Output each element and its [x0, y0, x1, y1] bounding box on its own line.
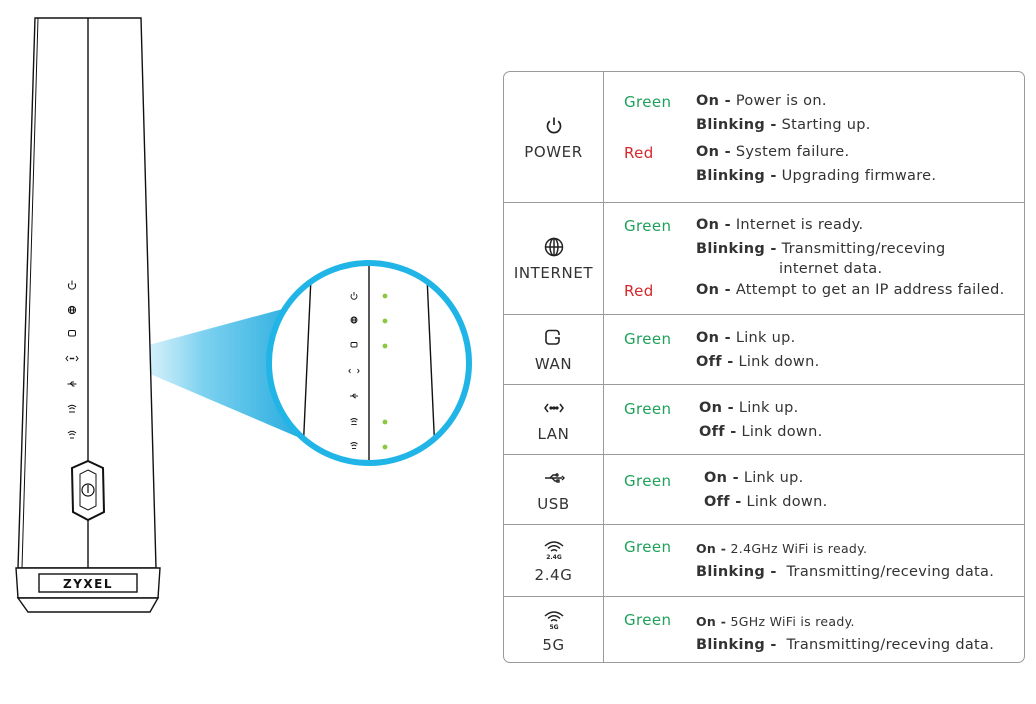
lan-icon	[542, 396, 566, 420]
state-label: Blinking -	[696, 241, 777, 257]
state-text: Link down.	[738, 354, 820, 370]
state-label: On -	[696, 330, 731, 346]
power-icon	[542, 114, 566, 138]
led-dot-power	[383, 294, 388, 299]
svg-text:2.4G: 2.4G	[545, 554, 562, 561]
state-text: 5GHz WiFi is ready.	[730, 614, 855, 629]
state-label: On -	[704, 470, 739, 486]
state-text: Link down.	[746, 494, 828, 510]
state-text: 2.4GHz WiFi is ready.	[730, 541, 868, 556]
color-label: Green	[624, 472, 672, 490]
row-name: 2.4G	[534, 566, 573, 584]
desc-line	[696, 93, 827, 109]
state-text: Link down.	[741, 424, 823, 440]
desc-line	[699, 400, 799, 416]
desc-line	[699, 424, 822, 440]
row-name: LAN	[537, 425, 570, 443]
state-label: Blinking -	[696, 168, 777, 184]
color-label: Green	[624, 330, 672, 348]
row-label-power	[504, 72, 604, 202]
state-label: Off -	[696, 354, 734, 370]
state-text: Starting up.	[781, 117, 871, 133]
table-row-lan	[504, 385, 1024, 455]
state-text: Link up.	[735, 330, 796, 346]
router-illustration	[0, 0, 500, 704]
state-text: Upgrading firmware.	[781, 168, 937, 184]
led-dot-internet	[383, 319, 388, 324]
state-text: Transmitting/receving data.	[786, 637, 995, 653]
desc-line	[696, 637, 994, 653]
table-row-5g	[504, 597, 1024, 663]
row-name: INTERNET	[513, 264, 594, 282]
state-text: Attempt to get an IP address failed.	[735, 282, 1005, 298]
led-dot-5g	[383, 445, 388, 450]
state-text: Power is on.	[735, 93, 827, 109]
state-text: Transmitting/receving	[781, 241, 946, 257]
desc-line	[696, 541, 867, 556]
desc-line	[696, 241, 946, 257]
state-label: On -	[696, 217, 731, 233]
state-label: Blinking -	[696, 564, 777, 580]
desc-line	[696, 282, 1004, 298]
color-label: Green	[624, 538, 672, 556]
table-row-internet	[504, 203, 1024, 315]
color-label: Green	[624, 217, 672, 235]
led-dot-wan	[383, 344, 388, 349]
table-row-2g	[504, 525, 1024, 597]
color-label: Green	[624, 400, 672, 418]
svg-text:5G: 5G	[548, 624, 559, 631]
zoom-magnifier	[269, 255, 469, 475]
row-name: POWER	[524, 142, 583, 161]
led-description-table	[503, 71, 1025, 663]
row-label-5g	[504, 597, 604, 663]
state-label: On -	[696, 282, 731, 298]
desc-line	[696, 564, 994, 580]
state-text: Internet is ready.	[735, 217, 864, 233]
desc-line	[696, 614, 855, 629]
desc-line	[696, 144, 849, 160]
wan-icon	[542, 326, 566, 350]
desc-line	[704, 470, 804, 486]
router-body	[16, 18, 160, 612]
led-dot-2g	[383, 420, 388, 425]
row-label-2g	[504, 525, 604, 596]
state-label: Off -	[704, 494, 742, 510]
row-label-internet	[504, 203, 604, 314]
desc-line	[704, 494, 827, 510]
color-label: Green	[624, 93, 672, 111]
state-text: Link up.	[738, 400, 799, 416]
row-name: 5G	[542, 636, 565, 654]
desc-line	[696, 217, 863, 233]
state-label: Blinking -	[696, 637, 777, 653]
color-label: Green	[624, 611, 672, 629]
desc-line	[779, 261, 882, 277]
wps-button	[72, 461, 104, 520]
state-label: On -	[696, 541, 727, 556]
state-label: Blinking -	[696, 117, 777, 133]
state-label: On -	[696, 614, 727, 629]
row-name: WAN	[534, 355, 573, 373]
row-label-wan	[504, 315, 604, 384]
desc-line	[696, 168, 936, 184]
row-label-lan	[504, 385, 604, 454]
usb-icon	[542, 466, 566, 490]
state-text: System failure.	[735, 144, 850, 160]
state-label: On -	[696, 144, 731, 160]
desc-line	[696, 354, 819, 370]
state-label: On -	[696, 93, 731, 109]
brand-logo: ZYXEL	[63, 577, 113, 591]
desc-line	[696, 330, 796, 346]
wifi-2g-icon	[542, 537, 566, 561]
table-row-wan	[504, 315, 1024, 385]
row-name: USB	[537, 495, 570, 513]
state-text: internet data.	[779, 261, 883, 277]
state-label: On -	[699, 400, 734, 416]
desc-line	[696, 117, 871, 133]
table-row-power	[504, 72, 1024, 203]
row-label-usb	[504, 455, 604, 524]
state-text: Link up.	[743, 470, 804, 486]
table-row-usb	[504, 455, 1024, 525]
wifi-5g-icon	[542, 607, 566, 631]
color-label: Red	[624, 282, 654, 300]
color-label: Red	[624, 144, 654, 162]
state-text: Transmitting/receving data.	[786, 564, 995, 580]
state-label: Off -	[699, 424, 737, 440]
globe-icon	[542, 235, 566, 259]
